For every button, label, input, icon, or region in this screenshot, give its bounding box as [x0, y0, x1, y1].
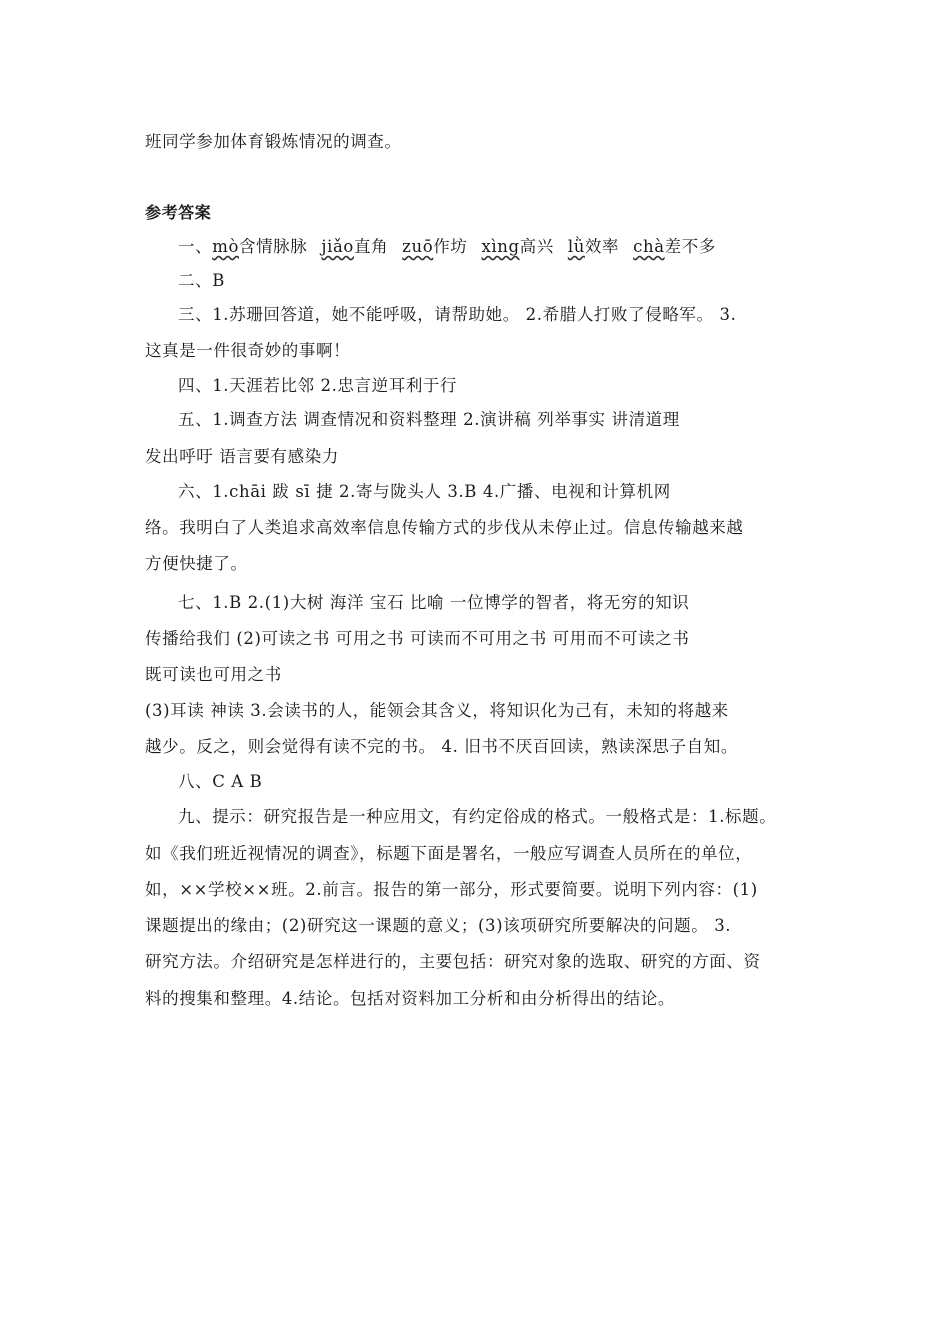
- word-2: 直角: [353, 237, 389, 256]
- answer-6-line-1: 六、1.chāi 跋 sī 捷 2.寄与陇头人 3.B 4.广播、电视和计算机网: [178, 482, 671, 501]
- answer-8: 八、C A B: [178, 772, 263, 791]
- word-3: 作坊: [433, 237, 468, 256]
- word-5: 效率: [584, 237, 620, 256]
- answer-2: 二、B: [178, 271, 225, 290]
- word-4: 高兴: [519, 237, 554, 256]
- answer-3-line-1: 三、1.苏珊回答道，她不能呼吸，请帮助她。 2.希腊人打败了侵略军。 3.: [178, 305, 737, 324]
- pinyin-6: chà: [633, 237, 665, 256]
- answer-6-line-2: 络。我明白了人类追求高效率信息传输方式的步伐从未停止过。信息传输越来越: [145, 518, 744, 537]
- answer-9-line-1: 九、提示：研究报告是一种应用文，有约定俗成的格式。一般格式是：1.标题。: [178, 807, 777, 826]
- answer-9-line-2: 如《我们班近视情况的调查》，标题下面是署名，一般应写调查人员所在的单位，: [145, 844, 753, 863]
- answer-7-line-3: 既可读也可用之书: [145, 665, 282, 684]
- answer-9-line-3: 如，××学校××班。2.前言。报告的第一部分，形式要简要。说明下列内容：(1): [145, 880, 758, 899]
- pinyin-4: xìng: [481, 237, 520, 256]
- answer-9-line-4: 课题提出的缘由；(2)研究这一课题的意义；(3)该项研究所要解决的问题。 3.: [145, 916, 732, 935]
- answer-7-line-4: (3)耳读 神读 3.会读书的人，能领会其含义，将知识化为己有，未知的将越来: [145, 701, 729, 720]
- pinyin-2: jiǎo: [321, 237, 354, 256]
- answer-7-line-2: 传播给我们 (2)可读之书 可用之书 可读而不可用之书 可用而不可读之书: [145, 629, 690, 648]
- answers-title: 参考答案: [145, 203, 212, 222]
- answer-4: 四、1.天涯若比邻 2.忠言逆耳利于行: [178, 376, 458, 395]
- answer-7-line-5: 越少。反之，则会觉得有读不完的书。 4. 旧书不厌百回读，熟读深思子自知。: [145, 737, 738, 756]
- answer-7-line-1: 七、1.B 2.(1)大树 海洋 宝石 比喻 一位博学的智者，将无穷的知识: [178, 593, 690, 612]
- word-6: 差不多: [664, 237, 716, 256]
- pinyin-1: mò: [212, 237, 239, 256]
- answer-5-line-1: 五、1.调查方法 调查情况和资料整理 2.演讲稿 列举事实 讲清道理: [178, 410, 680, 429]
- intro-line: 班同学参加体育锻炼情况的调查。: [145, 132, 402, 151]
- answer-5-line-2: 发出呼吁 语言要有感染力: [145, 447, 339, 466]
- answer-9-line-6: 料的搜集和整理。4.结论。包括对资料加工分析和由分析得出的结论。: [145, 989, 675, 1008]
- answer-1-label: 一、: [178, 237, 213, 256]
- word-1: 含情脉脉: [238, 237, 308, 256]
- pinyin-3: zuō: [402, 237, 434, 256]
- answer-9-line-5: 研究方法。介绍研究是怎样进行的，主要包括：研究对象的选取、研究的方面、资: [145, 952, 761, 971]
- answer-1: [178, 233, 716, 257]
- answer-3-line-2: 这真是一件很奇妙的事啊！: [145, 341, 351, 360]
- answer-6-line-3: 方便快捷了。: [145, 554, 248, 573]
- pinyin-5: lǜ: [567, 237, 585, 256]
